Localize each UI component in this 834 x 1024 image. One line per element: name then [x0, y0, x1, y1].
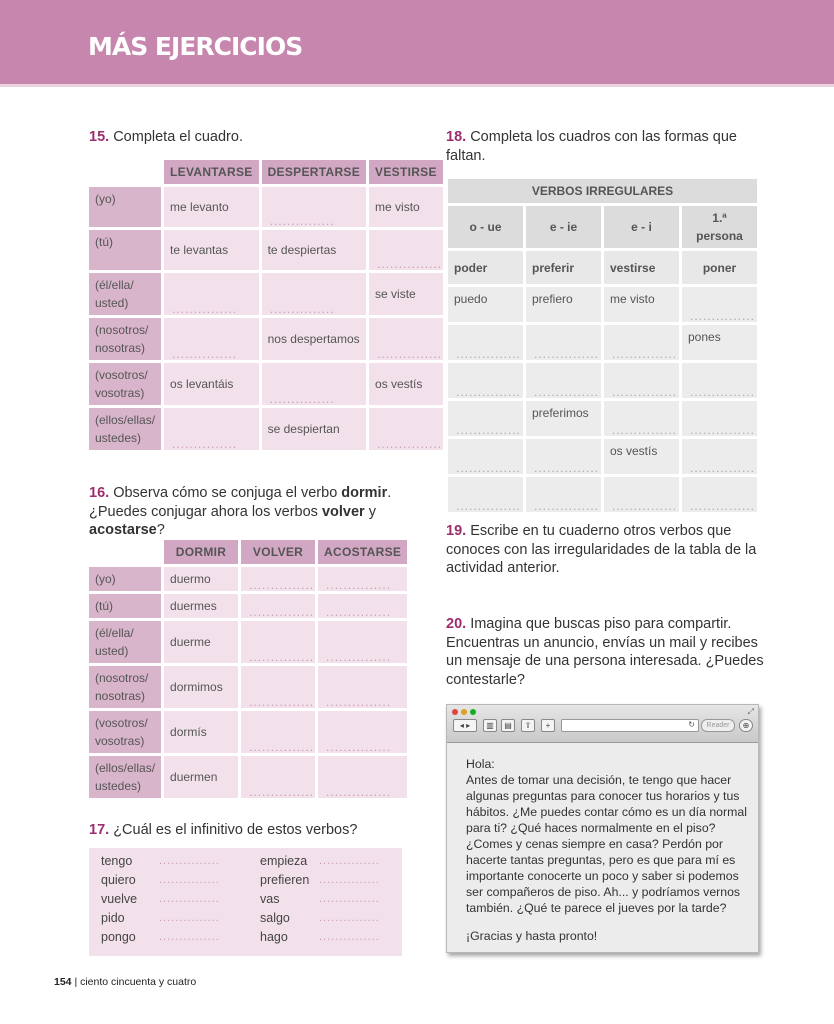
- answer-cell[interactable]: [241, 621, 315, 663]
- table-row: [89, 666, 407, 708]
- answer-cell[interactable]: [526, 325, 601, 360]
- answer-blank[interactable]: ...............: [249, 785, 315, 799]
- answer-blank[interactable]: ...............: [534, 385, 600, 399]
- dormir-cell: duermen: [164, 756, 238, 798]
- mail-body: Antes de tomar una decisión, te tengo que hacer algunas preguntas para conocer tus horarios y tus hábitos. ¿Me puedes contar cómo es un día normal para ti? ¿Qué haces normalmente en el piso? ¿Comes y cenas siempre en casa? Perdón por hacerte tantas preguntas, pero es que para mí es importante conocerte un poco y saber si podemos ser compañeros de piso. Ah... y podríamos vernos también. ¿Qué te parece el jueves por la tarde?: [466, 773, 747, 915]
- person-label: (vosotros/ vosotras): [89, 363, 161, 405]
- answer-cell[interactable]: [682, 401, 757, 436]
- page-footer: 154 | ciento cincuenta y cuatro: [54, 976, 197, 988]
- table-row: [448, 439, 757, 474]
- person-label: (tú): [89, 230, 161, 270]
- verb-word: quiero: [101, 873, 136, 887]
- page-number-words: ciento cincuenta y cuatro: [80, 976, 197, 988]
- answer-blank[interactable]: ...............: [159, 931, 220, 943]
- exercise-17-instruction: [89, 821, 409, 840]
- answer-blank[interactable]: ...............: [172, 437, 238, 451]
- answer-cell[interactable]: [241, 756, 315, 798]
- verb-header: poder: [448, 251, 523, 284]
- title-row: [448, 179, 757, 203]
- answer-blank[interactable]: ...............: [534, 461, 600, 475]
- dormir-cell: duermes: [164, 594, 238, 618]
- answer-cell[interactable]: [318, 666, 407, 708]
- answer-cell: os vestís: [369, 363, 443, 405]
- answer-blank[interactable]: ...............: [690, 461, 756, 475]
- answer-blank[interactable]: ...............: [690, 309, 756, 323]
- minimize-dot-icon[interactable]: [461, 709, 467, 715]
- answer-cell: se viste: [369, 273, 443, 315]
- verb-word: vas: [260, 892, 280, 906]
- answer-blank[interactable]: ...............: [326, 578, 392, 592]
- download-icon[interactable]: ⊕: [739, 719, 753, 732]
- answer-blank[interactable]: ...............: [612, 385, 678, 399]
- page-title: MÁS EJERCICIOS: [88, 32, 303, 61]
- verb-word: tengo: [101, 854, 133, 868]
- exercise-number: 15.: [89, 129, 110, 145]
- answer-cell[interactable]: [241, 666, 315, 708]
- person-label: (nosotros/ nosotras): [89, 318, 161, 360]
- bookmarks-icon[interactable]: ▥: [483, 719, 497, 732]
- exercise-20-instruction: [446, 615, 766, 689]
- verb-row: [448, 251, 757, 284]
- close-dot-icon[interactable]: [452, 709, 458, 715]
- instruction-text: ¿Cuál es el infinitivo de estos verbos?: [113, 822, 358, 838]
- answer-blank[interactable]: ...............: [319, 931, 380, 943]
- answer-cell[interactable]: [262, 363, 366, 405]
- answer-cell[interactable]: [262, 273, 366, 315]
- person-label: (él/ella/ usted): [89, 273, 161, 315]
- answer-blank[interactable]: ...............: [249, 740, 315, 754]
- fullscreen-icon[interactable]: ⤢: [747, 707, 754, 716]
- table-row: [89, 273, 443, 315]
- answer-cell[interactable]: [241, 711, 315, 753]
- answer-blank[interactable]: ...............: [159, 855, 220, 867]
- exercise-number: 18.: [446, 129, 467, 145]
- person-label: (nosotros/ nosotras): [89, 666, 161, 708]
- answer-blank[interactable]: ...............: [269, 214, 335, 228]
- table-row: [448, 287, 757, 322]
- answer-blank[interactable]: ...............: [159, 893, 220, 905]
- reader-button[interactable]: Reader: [701, 719, 735, 732]
- verb-header: poner: [682, 251, 757, 284]
- answer-cell: te levantas: [164, 230, 259, 270]
- answer-cell[interactable]: [682, 439, 757, 474]
- answer-cell[interactable]: [369, 408, 443, 450]
- answer-cell[interactable]: [241, 594, 315, 618]
- answer-cell: me levanto: [164, 187, 259, 227]
- answer-cell[interactable]: [164, 408, 259, 450]
- answer-blank[interactable]: ...............: [377, 257, 443, 271]
- table-row: [89, 408, 443, 450]
- column-header: e - i: [604, 206, 679, 248]
- reading-list-icon[interactable]: ▤: [501, 719, 515, 732]
- answer-cell: me visto: [604, 287, 679, 322]
- answer-blank[interactable]: ...............: [319, 855, 380, 867]
- column-header: ACOSTARSE: [318, 540, 407, 564]
- header-row: [89, 540, 407, 564]
- table-row: [89, 621, 407, 663]
- answer-cell[interactable]: [604, 477, 679, 512]
- dormir-cell: duerme: [164, 621, 238, 663]
- answer-blank[interactable]: ...............: [690, 385, 756, 399]
- answer-cell[interactable]: [682, 477, 757, 512]
- answer-blank[interactable]: ...............: [534, 347, 600, 361]
- person-label: (ellos/ellas/ ustedes): [89, 756, 161, 798]
- answer-blank[interactable]: ...............: [326, 785, 392, 799]
- answer-blank[interactable]: ...............: [319, 893, 380, 905]
- browser-window: [446, 704, 759, 953]
- mail-greeting: Hola:: [466, 757, 495, 771]
- exercise-18-instruction: [446, 128, 766, 165]
- answer-cell: me visto: [369, 187, 443, 227]
- person-label: (ellos/ellas/ ustedes): [89, 408, 161, 450]
- answer-cell[interactable]: [604, 325, 679, 360]
- answer-cell[interactable]: [164, 273, 259, 315]
- table-row: [89, 756, 407, 798]
- answer-blank[interactable]: ...............: [456, 385, 522, 399]
- answer-cell[interactable]: [682, 287, 757, 322]
- answer-cell[interactable]: [448, 439, 523, 474]
- verb-word: hago: [260, 930, 288, 944]
- person-label: (yo): [89, 187, 161, 227]
- dormir-cell: dormís: [164, 711, 238, 753]
- instruction-text: Completa el cuadro.: [113, 129, 243, 145]
- column-header: o - ue: [448, 206, 523, 248]
- answer-blank[interactable]: ...............: [377, 347, 443, 361]
- dormir-cell: duermo: [164, 567, 238, 591]
- header-divider: [0, 84, 834, 87]
- answer-cell[interactable]: [448, 325, 523, 360]
- answer-cell[interactable]: [241, 567, 315, 591]
- answer-cell[interactable]: [682, 363, 757, 398]
- exercise-number: 17.: [89, 822, 110, 838]
- answer-blank[interactable]: ...............: [249, 650, 315, 664]
- mail-closing: ¡Gracias y hasta pronto!: [466, 929, 598, 943]
- verb-word: salgo: [260, 911, 290, 925]
- answer-cell: prefiero: [526, 287, 601, 322]
- answer-cell: nos despertamos: [262, 318, 366, 360]
- verb-word: pido: [101, 911, 125, 925]
- answer-blank[interactable]: ...............: [456, 461, 522, 475]
- exercise-number: 16.: [89, 485, 110, 501]
- answer-cell[interactable]: [318, 594, 407, 618]
- exercise-number: 19.: [446, 523, 467, 539]
- irregular-verbs-table: [445, 176, 760, 515]
- answer-cell[interactable]: [604, 363, 679, 398]
- exercise-15-instruction: [89, 128, 409, 147]
- address-bar[interactable]: [561, 719, 699, 732]
- column-header: DESPERTARSE: [262, 160, 366, 184]
- table-row: [89, 567, 407, 591]
- verb-word: vuelve: [101, 892, 138, 906]
- column-header: DORMIR: [164, 540, 238, 564]
- header-row: [448, 206, 757, 248]
- answer-cell: pones: [682, 325, 757, 360]
- answer-cell[interactable]: [604, 401, 679, 436]
- answer-blank[interactable]: ...............: [319, 912, 380, 924]
- reload-icon[interactable]: ↻: [688, 720, 695, 729]
- answer-blank[interactable]: ...............: [249, 578, 315, 592]
- back-forward-button[interactable]: ◂ ▸: [453, 719, 477, 732]
- answer-blank[interactable]: ...............: [377, 437, 443, 451]
- answer-cell[interactable]: [164, 318, 259, 360]
- table-row: [89, 318, 443, 360]
- answer-cell[interactable]: [526, 477, 601, 512]
- browser-toolbar: [447, 705, 758, 743]
- verb-word: pongo: [101, 930, 136, 944]
- answer-cell[interactable]: [526, 439, 601, 474]
- answer-cell[interactable]: [369, 318, 443, 360]
- column-header: VESTIRSE: [369, 160, 443, 184]
- table-row: [89, 230, 443, 270]
- answer-cell[interactable]: [318, 756, 407, 798]
- answer-cell: puedo: [448, 287, 523, 322]
- answer-blank[interactable]: ...............: [326, 740, 392, 754]
- column-header: LEVANTARSE: [164, 160, 259, 184]
- person-label: (yo): [89, 567, 161, 591]
- answer-blank[interactable]: ...............: [249, 605, 315, 619]
- table-row: [89, 187, 443, 227]
- zoom-dot-icon[interactable]: [470, 709, 476, 715]
- answer-blank[interactable]: ...............: [269, 302, 335, 316]
- instruction-text: Imagina que buscas piso para compartir. Encuentras un anuncio, envías un mail y recibes un mensaje de una persona interesada. ¿Puedes contestarle?: [446, 616, 764, 688]
- conjugation-table-15: [86, 157, 446, 453]
- answer-cell[interactable]: [318, 621, 407, 663]
- person-label: (vosotros/ vosotras): [89, 711, 161, 753]
- column-header: e - ie: [526, 206, 601, 248]
- verb-header: vestirse: [604, 251, 679, 284]
- answer-cell: se despiertan: [262, 408, 366, 450]
- person-label: (él/ella/ usted): [89, 621, 161, 663]
- answer-blank[interactable]: ...............: [534, 499, 600, 513]
- table-row: [448, 401, 757, 436]
- infinitive-box: [89, 848, 402, 956]
- answer-blank[interactable]: ...............: [269, 392, 335, 406]
- instruction-text: Completa los cuadros con las formas que faltan.: [446, 129, 737, 164]
- answer-blank[interactable]: ...............: [456, 423, 522, 437]
- column-header: VOLVER: [241, 540, 315, 564]
- table-row: [448, 477, 757, 512]
- answer-cell[interactable]: [448, 477, 523, 512]
- verb-word: prefieren: [260, 873, 310, 887]
- verb-word: empieza: [260, 854, 308, 868]
- table-row: [448, 325, 757, 360]
- answer-blank[interactable]: ...............: [159, 912, 220, 924]
- header-row: [89, 160, 443, 184]
- answer-blank[interactable]: ...............: [690, 423, 756, 437]
- answer-cell[interactable]: [318, 711, 407, 753]
- answer-cell[interactable]: [318, 567, 407, 591]
- answer-blank[interactable]: ...............: [172, 347, 238, 361]
- column-header: 1.ª persona: [682, 206, 757, 248]
- answer-blank[interactable]: ...............: [612, 347, 678, 361]
- verb-header: preferir: [526, 251, 601, 284]
- page-number: 154: [54, 976, 72, 988]
- answer-blank[interactable]: ...............: [319, 874, 380, 886]
- table-title: VERBOS IRREGULARES: [448, 179, 757, 203]
- table-row: [448, 363, 757, 398]
- page-header: [0, 0, 834, 84]
- answer-cell[interactable]: [448, 401, 523, 436]
- table-row: [89, 363, 443, 405]
- answer-blank[interactable]: ...............: [456, 499, 522, 513]
- answer-blank[interactable]: ...............: [456, 347, 522, 361]
- share-icon[interactable]: ⇪: [521, 719, 535, 732]
- answer-cell: os vestís: [604, 439, 679, 474]
- answer-cell[interactable]: [526, 363, 601, 398]
- new-tab-icon[interactable]: +: [541, 719, 555, 732]
- answer-blank[interactable]: ...............: [326, 605, 392, 619]
- mail-message: [466, 756, 756, 944]
- exercise-16-instruction: 16. Observa cómo se conjuga el verbo dormir. ¿Puedes conjugar ahora los verbos volver y acostarse?: [89, 485, 392, 538]
- answer-blank[interactable]: ...............: [326, 650, 392, 664]
- instruction-text: Escribe en tu cuaderno otros verbos que conoces con las irregularidades de la tabla de la actividad anterior.: [446, 523, 757, 576]
- exercise-number: 20.: [446, 616, 467, 632]
- answer-blank[interactable]: ...............: [690, 499, 756, 513]
- exercise-19-instruction: [446, 522, 766, 578]
- table-row: [89, 594, 407, 618]
- answer-blank[interactable]: ...............: [612, 423, 678, 437]
- answer-cell: os levantáis: [164, 363, 259, 405]
- conjugation-table-16: [86, 537, 410, 801]
- answer-blank[interactable]: ...............: [249, 695, 315, 709]
- answer-blank[interactable]: ...............: [612, 499, 678, 513]
- answer-blank[interactable]: ...............: [326, 695, 392, 709]
- answer-blank[interactable]: ...............: [159, 874, 220, 886]
- dormir-cell: dormimos: [164, 666, 238, 708]
- table-row: [89, 711, 407, 753]
- answer-cell[interactable]: [262, 187, 366, 227]
- answer-cell: te despiertas: [262, 230, 366, 270]
- answer-cell[interactable]: [369, 230, 443, 270]
- answer-cell: preferimos: [526, 401, 601, 436]
- answer-blank[interactable]: ...............: [172, 302, 238, 316]
- person-label: (tú): [89, 594, 161, 618]
- answer-cell[interactable]: [448, 363, 523, 398]
